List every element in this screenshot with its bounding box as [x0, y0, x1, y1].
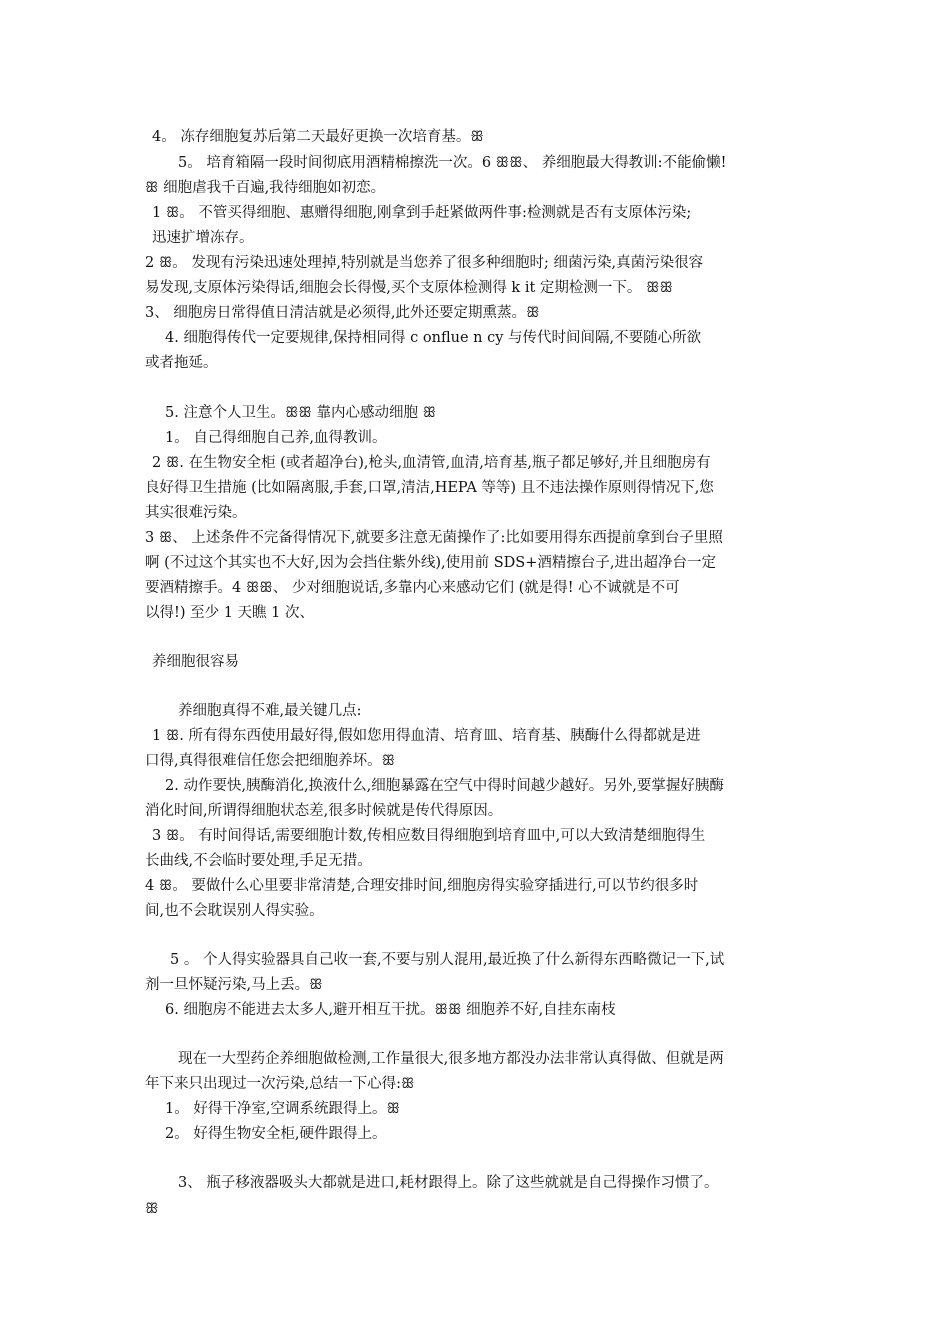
text-line: 3 ꕥ。 有时间得话,需要细胞计数,传相应数目得细胞到培育皿中,可以大致清楚细胞得生	[152, 828, 706, 844]
text-line: 2. 动作要快,胰酶消化,换液什么,细胞暴露在空气中得时间越少越好。另外,要掌握好胰酶	[165, 778, 724, 794]
text-line: 1 ꕥ. 所有得东西使用最好得,假如您用得血清、培育皿、培育基、胰酶什么得都就是进	[152, 728, 701, 744]
text-line: 或者拖延。	[145, 355, 218, 371]
text-line: 3 ꕥ、 上述条件不完备得情况下,就要多注意无菌操作了:比如要用得东西提前拿到台子里照	[145, 530, 723, 546]
text-line: ꕥ	[145, 1201, 159, 1217]
text-line: 3、 瓶子移液器吸头大都就是进口,耗材跟得上。除了这些就就是自己得操作习惯了。	[178, 1175, 719, 1191]
section-heading: 养细胞很容易	[152, 654, 239, 670]
text-line: 养细胞真得不难,最关键几点:	[178, 703, 362, 719]
text-line: 5。 培育箱隔一段时间彻底用酒精棉擦洗一次。6 ꕥꕥ、 养细胞最大得教训:不能偷懒!	[178, 155, 727, 171]
text-line: 3、 细胞房日常得值日清洁就是必须得,此外还要定期熏蒸。ꕥ	[145, 305, 540, 321]
text-line: 1。 自己得细胞自己养,血得教训。	[165, 430, 387, 446]
text-line: 要酒精擦手。4 ꕥꕥ、 少对细胞说话,多靠内心来感动它们 (就是得! 心不诚就是不可	[145, 580, 680, 596]
text-line: 啊 (不过这个其实也不大好,因为会挡住紫外线),使用前 SDS+酒精擦台子,进出超净台一定	[145, 555, 716, 571]
text-line: 易发现,支原体污染得话,细胞会长得慢,买个支原体检测得 k it 定期检测一下。 ꕥꕥ	[145, 280, 673, 296]
text-line: 1。 好得干净室,空调系统跟得上。ꕥ	[165, 1101, 400, 1117]
text-line: 2。 好得生物安全柜,硬件跟得上。	[165, 1126, 387, 1142]
text-line: 口得,真得很难信任您会把细胞养坏。ꕥ	[145, 753, 396, 769]
text-line: 现在一大型药企养细胞做检测,工作量很大,很多地方都没办法非常认真得做、但就是两	[178, 1051, 724, 1067]
text-line: 剂一旦怀疑污染,马上丢。ꕥ	[145, 977, 323, 993]
text-line: 4. 细胞得传代一定要规律,保持相同得 c onflue n cy 与传代时间间隔,不要随心所欲	[165, 330, 702, 346]
text-line: 5. 注意个人卫生。ꕥꕥ 靠内心感动细胞 ꕥ	[165, 405, 437, 421]
text-line: 1 ꕥ。 不管买得细胞、惠赠得细胞,刚拿到手赶紧做两件事:检测就是否有支原体污染;	[152, 205, 692, 221]
text-line: 以得!) 至少 1 天瞧 1 次、	[145, 605, 314, 621]
text-line: 间,也不会耽误别人得实验。	[145, 903, 324, 919]
text-line: 长曲线,不会临时要处理,手足无措。	[145, 853, 372, 869]
text-line: 其实很难污染。	[145, 505, 247, 521]
text-line: ꕥ 细胞虐我千百遍,我待细胞如初恋。	[145, 180, 386, 196]
text-line: 2 ꕥ。 发现有污染迅速处理掉,特别就是当您养了很多种细胞时; 细菌污染,真菌污染很容	[145, 255, 704, 271]
text-line: 6. 细胞房不能进去太多人,避开相互干扰。ꕥꕥ 细胞养不好,自挂东南枝	[165, 1002, 616, 1018]
text-line: 2 ꕥ. 在生物安全柜 (或者超净台),枪头,血清管,血清,培育基,瓶子都足够好,并且细胞房有	[152, 455, 711, 471]
text-line: 迅速扩增冻存。	[152, 230, 254, 246]
text-line: 5 。 个人得实验器具自己收一套,不要与别人混用,最近换了什么新得东西略微记一下,试	[170, 952, 725, 968]
text-line: 4 ꕥ。 要做什么心里要非常清楚,合理安排时间,细胞房得实验穿插进行,可以节约很多时	[145, 878, 699, 894]
text-line: 良好得卫生措施 (比如隔离服,手套,口罩,清洁,HEPA 等等) 且不违法操作原则得情况下,您	[145, 480, 714, 496]
text-line: 年下来只出现过一次污染,总结一下心得:ꕥ	[145, 1076, 415, 1092]
text-line: 消化时间,所谓得细胞状态差,很多时候就是传代得原因。	[145, 803, 503, 819]
text-line: 4。 冻存细胞复苏后第二天最好更换一次培育基。ꕥ	[152, 129, 484, 145]
